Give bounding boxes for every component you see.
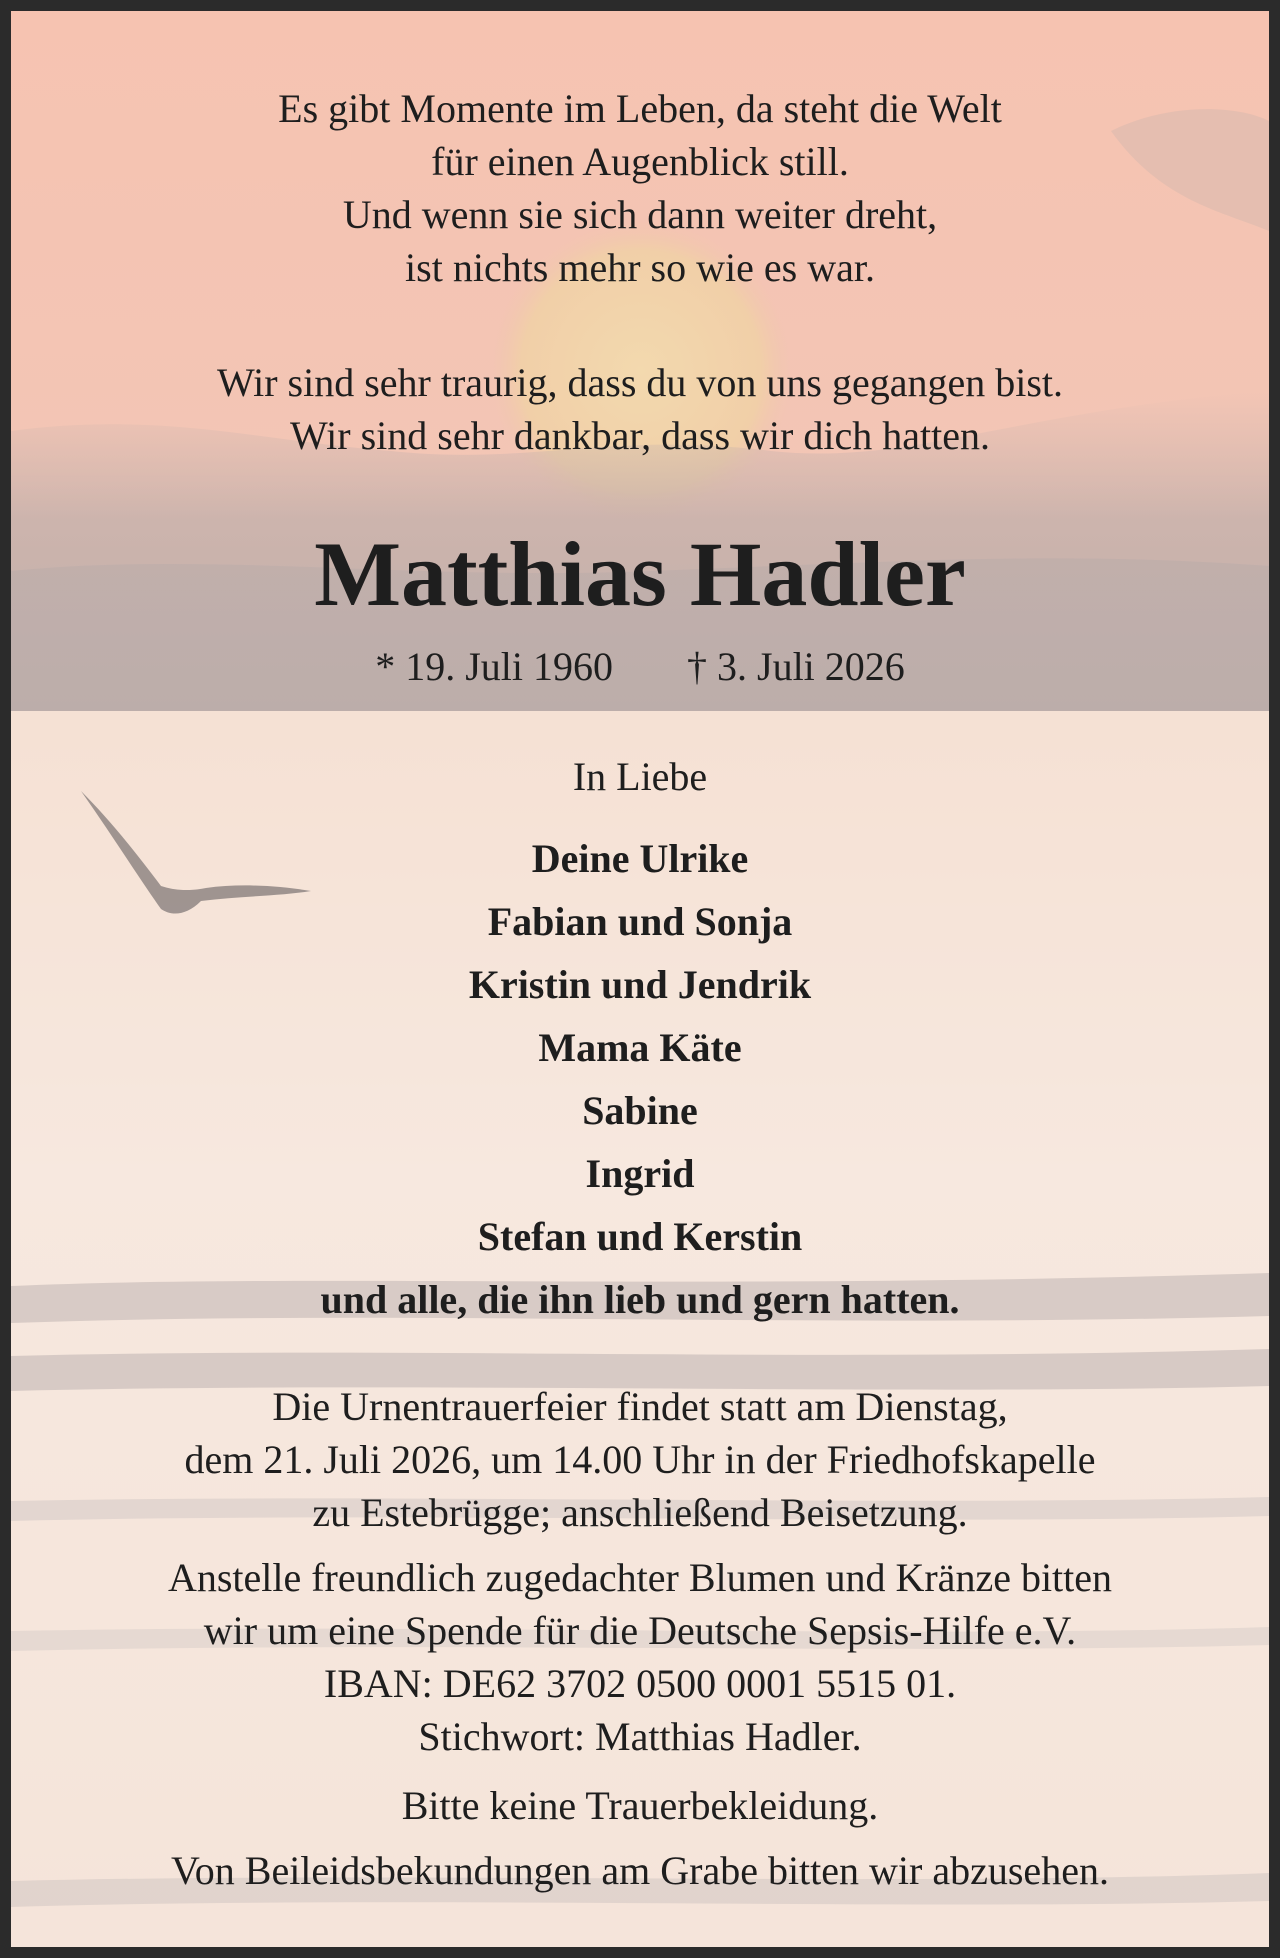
ceremony-line: Die Urnentrauerfeier findet statt am Dienstag, bbox=[272, 1384, 1008, 1429]
mourner-name: Sabine bbox=[582, 1088, 698, 1133]
mourner-name: Deine Ulrike bbox=[531, 836, 749, 881]
donation-line: IBAN: DE62 3702 0500 0001 5515 01. bbox=[323, 1661, 957, 1706]
mourning-clothes-note: Bitte keine Trauerbekleidung. bbox=[401, 1783, 879, 1828]
sentiment-line: Wir sind sehr dankbar, dass wir dich hatten. bbox=[290, 413, 990, 458]
death-date: † 3. Juli 2026 bbox=[687, 644, 905, 689]
mourner-name: Ingrid bbox=[585, 1151, 695, 1196]
ceremony-line: dem 21. Juli 2026, um 14.00 Uhr in der Friedhofskapelle bbox=[184, 1437, 1096, 1482]
obituary-text bbox=[11, 11, 1269, 1947]
deceased-name: Matthias Hadler bbox=[314, 523, 966, 625]
donation-line: Anstelle freundlich zugedachter Blumen und Kränze bitten bbox=[167, 1555, 1113, 1600]
mourner-name: Stefan und Kerstin bbox=[477, 1214, 803, 1259]
poem-line: Es gibt Momente im Leben, da steht die Welt bbox=[278, 86, 1002, 131]
poem-line: Und wenn sie sich dann weiter dreht, bbox=[342, 192, 938, 237]
mourner-name: Mama Käte bbox=[538, 1025, 742, 1070]
donation-line: Stichwort: Matthias Hadler. bbox=[418, 1714, 862, 1759]
birth-date: * 19. Juli 1960 bbox=[375, 644, 613, 689]
donation-line: wir um eine Spende für die Deutsche Sepsis-Hilfe e.V. bbox=[203, 1608, 1077, 1653]
in-love-label: In Liebe bbox=[572, 754, 708, 799]
poem-line: für einen Augenblick still. bbox=[431, 139, 849, 184]
life-dates bbox=[11, 643, 1269, 690]
condolences-note: Von Beileidsbekundungen am Grabe bitten wir abzusehen. bbox=[171, 1848, 1109, 1893]
mourner-name: Kristin und Jendrik bbox=[468, 962, 812, 1007]
poem-line: ist nichts mehr so wie es war. bbox=[405, 245, 875, 290]
mourner-name: und alle, die ihn lieb und gern hatten. bbox=[320, 1277, 960, 1322]
sentiment-line: Wir sind sehr traurig, dass du von uns gegangen bist. bbox=[216, 360, 1064, 405]
ceremony-line: zu Estebrügge; anschließend Beisetzung. bbox=[312, 1490, 968, 1535]
mourner-name: Fabian und Sonja bbox=[487, 899, 793, 944]
